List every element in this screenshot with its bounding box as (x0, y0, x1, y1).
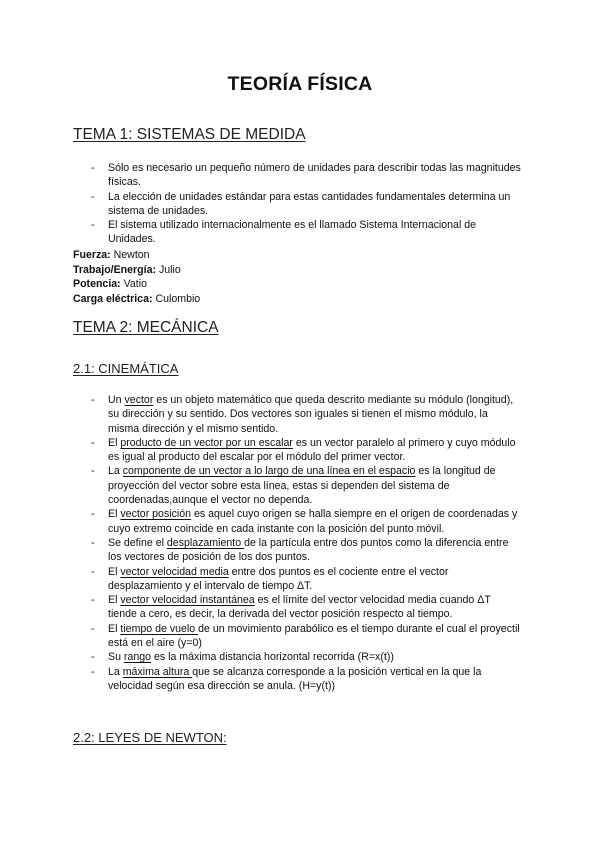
cinematica-bullet-list (91, 393, 521, 693)
list-item: - El sistema utilizado internacionalmente es el llamado Sistema Internacional de Unidades. (91, 218, 521, 247)
list-item: - Un vector es un objeto matemático que queda descrito mediante su módulo (longitud), su dirección y su sentido. Dos vectores son iguales si tienen el mismo módulo, la misma dirección y el mismo sentido. (91, 393, 521, 436)
list-item: - El vector velocidad instantánea es el límite del vector velocidad media cuando ΔT tiende a cero, es decir, la derivada del vector posición respecto al tiempo. (91, 593, 521, 622)
unit-row-trabajo: Trabajo/Energía: Julio (73, 263, 181, 276)
unit-row-potencia: Potencia: Vatio (73, 278, 148, 291)
tema1-bullet-list (91, 161, 521, 247)
list-item: - Sólo es necesario un pequeño número de unidades para describir todas las magnitudes físicas. (91, 161, 521, 190)
list-item: - El tiempo de vuelo de un movimiento parabólico es el tiempo durante el cual el proyectil está en el aire (y=0) (91, 622, 521, 651)
unit-row-fuerza: Fuerza: Newton (73, 249, 150, 261)
list-item: - El vector velocidad media entre dos puntos es el cociente entre el vector desplazamiento y el intervalo de tiempo ΔT. (91, 565, 521, 594)
list-item: - La componente de un vector a lo largo de una línea en el espacio es la longitud de proyección del vector sobre esta línea, estas si dependen del sistema de coordenadas,aunque el vector no dependa. (91, 464, 521, 507)
subsection-heading-cinematica: 2.1: CINEMÁTICA (73, 361, 179, 376)
list-item: - Se define el desplazamiento de la partícula entre dos puntos como la diferencia entre los vectores de posición de los dos puntos. (91, 536, 521, 565)
units-list (73, 248, 200, 306)
list-item: - La máxima altura que se alcanza corresponde a la posición vertical en la que la velocidad según esa dirección se anula. (H=y(t)) (91, 665, 521, 694)
list-item: - El vector posición es aquel cuyo origen se halla siempre en el origen de coordenadas y cuyo extremo coincide en cada instante con la posición del punto móvil. (91, 507, 521, 536)
page-title: TEORÍA FÍSICA (227, 73, 373, 95)
tema2-heading: TEMA 2: MECÁNICA (73, 319, 219, 336)
tema1-heading: TEMA 1: SISTEMAS DE MEDIDA (73, 126, 306, 143)
list-item: - Su rango es la máxima distancia horizontal recorrida (R=x(t)) (91, 650, 521, 664)
list-item: - La elección de unidades estándar para estas cantidades fundamentales determina un sistema de unidades. (91, 190, 521, 219)
subsection-heading-leyes-newton: 2.2: LEYES DE NEWTON: (73, 730, 227, 745)
list-item: - El producto de un vector por un escalar es un vector paralelo al primero y cuyo módulo es igual al producto del escalar por el módulo del primer vector. (91, 436, 521, 465)
unit-row-carga: Carga eléctrica: Culombio (73, 292, 201, 305)
